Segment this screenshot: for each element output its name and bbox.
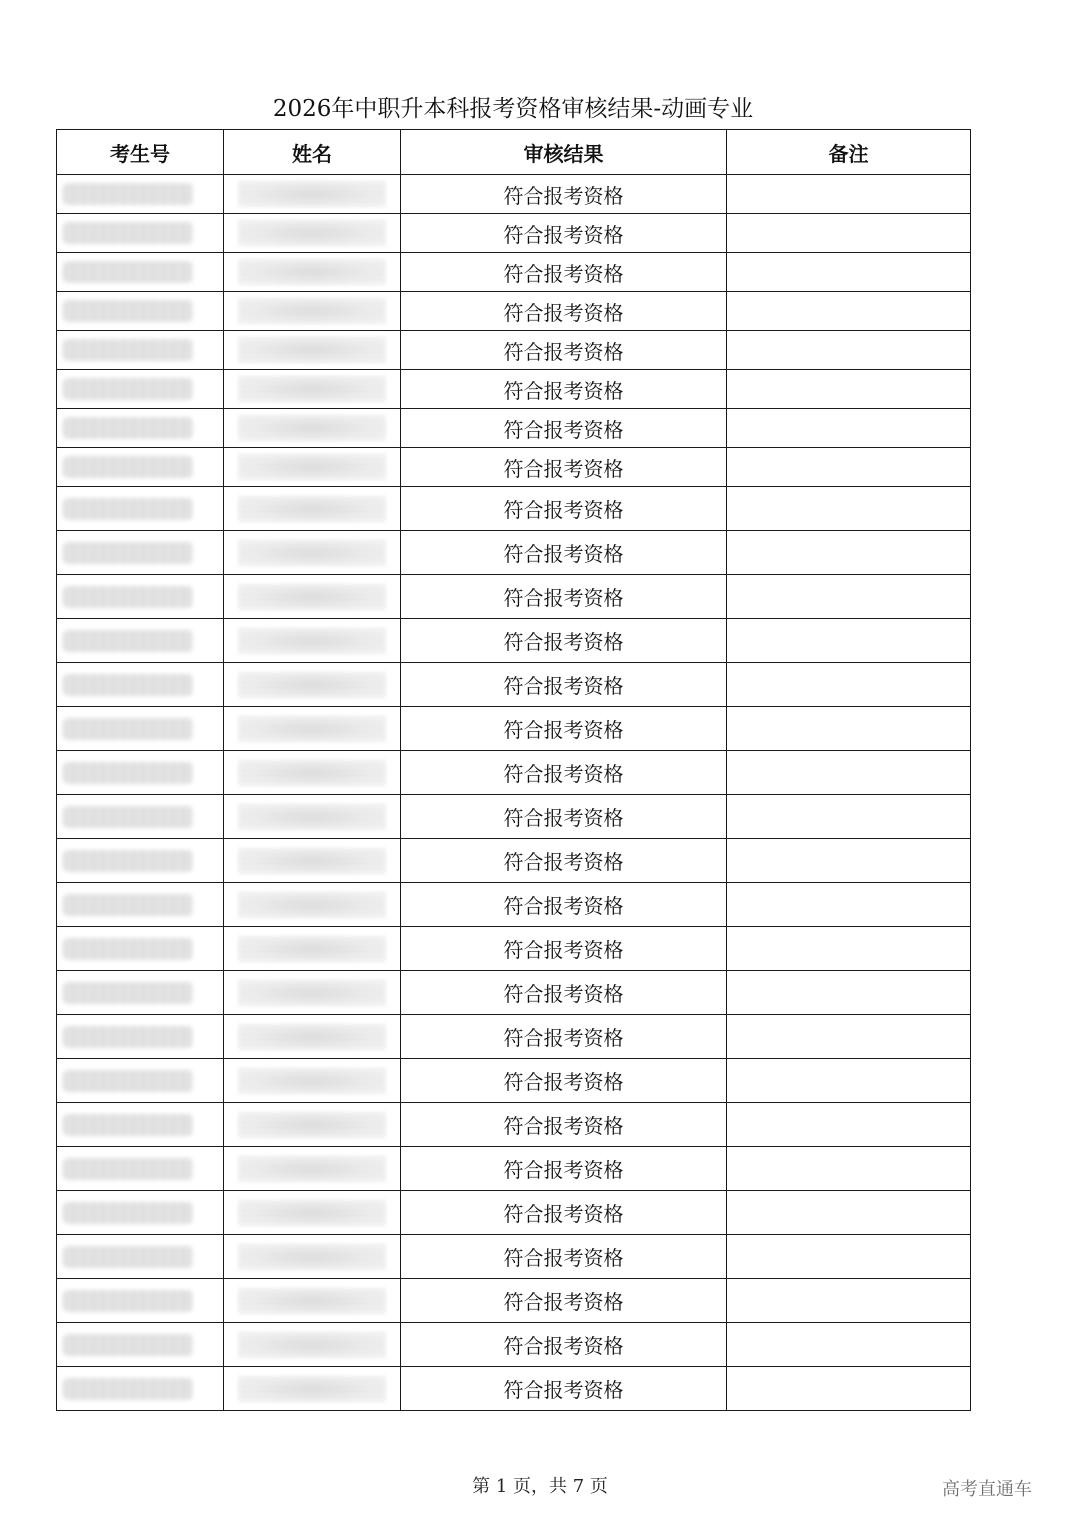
redacted-name bbox=[238, 980, 386, 1006]
exam-no-cell-redacted bbox=[57, 1015, 224, 1059]
redacted-name bbox=[238, 672, 386, 698]
table-row bbox=[57, 1015, 971, 1059]
table-row bbox=[57, 707, 971, 751]
exam-no-cell-redacted bbox=[57, 1367, 224, 1411]
name-cell-redacted bbox=[224, 663, 401, 707]
remark-cell bbox=[727, 292, 971, 331]
redacted-name bbox=[238, 1288, 386, 1314]
redacted-name bbox=[238, 628, 386, 654]
redacted-exam-no bbox=[63, 982, 193, 1004]
name-cell-redacted bbox=[224, 1191, 401, 1235]
remark-cell bbox=[727, 175, 971, 214]
remark-cell bbox=[727, 1235, 971, 1279]
name-cell-redacted bbox=[224, 751, 401, 795]
table-row bbox=[57, 1103, 971, 1147]
name-cell-redacted bbox=[224, 1147, 401, 1191]
header-row bbox=[57, 130, 971, 175]
redacted-exam-no bbox=[63, 498, 193, 520]
redacted-name bbox=[238, 1024, 386, 1050]
redacted-exam-no bbox=[63, 456, 193, 478]
remark-cell bbox=[727, 839, 971, 883]
remark-cell bbox=[727, 1147, 971, 1191]
result-cell: 符合报考资格 bbox=[401, 663, 727, 707]
remark-cell bbox=[727, 927, 971, 971]
table-row bbox=[57, 751, 971, 795]
exam-no-cell-redacted bbox=[57, 292, 224, 331]
name-cell-redacted bbox=[224, 1015, 401, 1059]
table-row bbox=[57, 575, 971, 619]
redacted-exam-no bbox=[63, 1290, 193, 1312]
redacted-exam-no bbox=[63, 806, 193, 828]
table-row bbox=[57, 253, 971, 292]
exam-no-cell-redacted bbox=[57, 448, 224, 487]
name-cell-redacted bbox=[224, 927, 401, 971]
result-cell: 符合报考资格 bbox=[401, 751, 727, 795]
exam-no-cell-redacted bbox=[57, 971, 224, 1015]
exam-no-cell-redacted bbox=[57, 1235, 224, 1279]
redacted-name bbox=[238, 454, 386, 480]
table-row bbox=[57, 971, 971, 1015]
redacted-name bbox=[238, 337, 386, 363]
result-cell: 符合报考资格 bbox=[401, 253, 727, 292]
page-number: 第 1 页，共 7 页 bbox=[472, 1476, 608, 1497]
table-row bbox=[57, 214, 971, 253]
exam-no-cell-redacted bbox=[57, 1191, 224, 1235]
redacted-exam-no bbox=[63, 417, 193, 439]
table-row bbox=[57, 292, 971, 331]
result-cell: 符合报考资格 bbox=[401, 1191, 727, 1235]
redacted-name bbox=[238, 220, 386, 246]
redacted-name bbox=[238, 1200, 386, 1226]
redacted-exam-no bbox=[63, 938, 193, 960]
result-cell: 符合报考资格 bbox=[401, 1323, 727, 1367]
remark-cell bbox=[727, 448, 971, 487]
exam-no-cell-redacted bbox=[57, 331, 224, 370]
table-row bbox=[57, 448, 971, 487]
table-row bbox=[57, 531, 971, 575]
redacted-exam-no bbox=[63, 183, 193, 205]
exam-no-cell-redacted bbox=[57, 751, 224, 795]
remark-cell bbox=[727, 1015, 971, 1059]
redacted-exam-no bbox=[63, 894, 193, 916]
table-row bbox=[57, 883, 971, 927]
name-cell-redacted bbox=[224, 214, 401, 253]
result-cell: 符合报考资格 bbox=[401, 1147, 727, 1191]
remark-cell bbox=[727, 619, 971, 663]
redacted-exam-no bbox=[63, 1070, 193, 1092]
table-row bbox=[57, 663, 971, 707]
result-cell: 符合报考资格 bbox=[401, 927, 727, 971]
table-row bbox=[57, 409, 971, 448]
redacted-name bbox=[238, 298, 386, 324]
name-cell-redacted bbox=[224, 448, 401, 487]
redacted-exam-no bbox=[63, 718, 193, 740]
redacted-name bbox=[238, 1244, 386, 1270]
redacted-name bbox=[238, 1332, 386, 1358]
name-cell-redacted bbox=[224, 253, 401, 292]
remark-cell bbox=[727, 795, 971, 839]
result-cell: 符合报考资格 bbox=[401, 795, 727, 839]
redacted-name bbox=[238, 1156, 386, 1182]
name-cell-redacted bbox=[224, 1323, 401, 1367]
name-cell-redacted bbox=[224, 531, 401, 575]
name-cell-redacted bbox=[224, 1059, 401, 1103]
redacted-name bbox=[238, 1068, 386, 1094]
name-cell-redacted bbox=[224, 707, 401, 751]
exam-no-cell-redacted bbox=[57, 795, 224, 839]
exam-no-cell-redacted bbox=[57, 531, 224, 575]
remark-cell bbox=[727, 531, 971, 575]
remark-cell bbox=[727, 1059, 971, 1103]
remark-cell bbox=[727, 253, 971, 292]
redacted-exam-no bbox=[63, 586, 193, 608]
result-cell: 符合报考资格 bbox=[401, 707, 727, 751]
table-row bbox=[57, 1147, 971, 1191]
redacted-name bbox=[238, 181, 386, 207]
column-header-name: 姓名 bbox=[224, 130, 401, 175]
result-cell: 符合报考资格 bbox=[401, 839, 727, 883]
exam-no-cell-redacted bbox=[57, 883, 224, 927]
result-cell: 符合报考资格 bbox=[401, 1015, 727, 1059]
redacted-exam-no bbox=[63, 762, 193, 784]
exam-no-cell-redacted bbox=[57, 707, 224, 751]
exam-no-cell-redacted bbox=[57, 619, 224, 663]
redacted-exam-no bbox=[63, 261, 193, 283]
redacted-exam-no bbox=[63, 222, 193, 244]
name-cell-redacted bbox=[224, 331, 401, 370]
remark-cell bbox=[727, 487, 971, 531]
name-cell-redacted bbox=[224, 292, 401, 331]
table-row bbox=[57, 839, 971, 883]
redacted-name bbox=[238, 540, 386, 566]
exam-no-cell-redacted bbox=[57, 487, 224, 531]
remark-cell bbox=[727, 883, 971, 927]
redacted-exam-no bbox=[63, 1026, 193, 1048]
result-cell: 符合报考资格 bbox=[401, 1235, 727, 1279]
exam-no-cell-redacted bbox=[57, 1323, 224, 1367]
remark-cell bbox=[727, 971, 971, 1015]
exam-no-cell-redacted bbox=[57, 409, 224, 448]
name-cell-redacted bbox=[224, 795, 401, 839]
page-title: 2026年中职升本科报考资格审核结果-动画专业 bbox=[272, 96, 754, 122]
redacted-exam-no bbox=[63, 378, 193, 400]
result-cell: 符合报考资格 bbox=[401, 448, 727, 487]
table-row bbox=[57, 175, 971, 214]
table-row bbox=[57, 370, 971, 409]
name-cell-redacted bbox=[224, 883, 401, 927]
remark-cell bbox=[727, 370, 971, 409]
result-cell: 符合报考资格 bbox=[401, 175, 727, 214]
exam-no-cell-redacted bbox=[57, 370, 224, 409]
remark-cell bbox=[727, 1191, 971, 1235]
redacted-exam-no bbox=[63, 542, 193, 564]
remark-cell bbox=[727, 1323, 971, 1367]
result-cell: 符合报考资格 bbox=[401, 531, 727, 575]
table-row bbox=[57, 1235, 971, 1279]
name-cell-redacted bbox=[224, 619, 401, 663]
redacted-name bbox=[238, 1376, 386, 1402]
name-cell-redacted bbox=[224, 1279, 401, 1323]
exam-no-cell-redacted bbox=[57, 927, 224, 971]
table-row bbox=[57, 487, 971, 531]
redacted-exam-no bbox=[63, 1378, 193, 1400]
table-row bbox=[57, 1279, 971, 1323]
remark-cell bbox=[727, 331, 971, 370]
redacted-exam-no bbox=[63, 339, 193, 361]
exam-no-cell-redacted bbox=[57, 253, 224, 292]
table-row bbox=[57, 1059, 971, 1103]
redacted-name bbox=[238, 496, 386, 522]
redacted-name bbox=[238, 1112, 386, 1138]
remark-cell bbox=[727, 1367, 971, 1411]
remark-cell bbox=[727, 409, 971, 448]
result-cell: 符合报考资格 bbox=[401, 1367, 727, 1411]
name-cell-redacted bbox=[224, 1103, 401, 1147]
redacted-exam-no bbox=[63, 674, 193, 696]
redacted-exam-no bbox=[63, 1158, 193, 1180]
redacted-exam-no bbox=[63, 630, 193, 652]
redacted-name bbox=[238, 716, 386, 742]
redacted-exam-no bbox=[63, 300, 193, 322]
name-cell-redacted bbox=[224, 175, 401, 214]
exam-no-cell-redacted bbox=[57, 839, 224, 883]
column-header-remark: 备注 bbox=[727, 130, 971, 175]
redacted-name bbox=[238, 415, 386, 441]
redacted-name bbox=[238, 804, 386, 830]
table-row bbox=[57, 1191, 971, 1235]
exam-no-cell-redacted bbox=[57, 663, 224, 707]
exam-no-cell-redacted bbox=[57, 1103, 224, 1147]
result-cell: 符合报考资格 bbox=[401, 214, 727, 253]
redacted-exam-no bbox=[63, 1246, 193, 1268]
remark-cell bbox=[727, 663, 971, 707]
redacted-name bbox=[238, 760, 386, 786]
redacted-name bbox=[238, 259, 386, 285]
result-cell: 符合报考资格 bbox=[401, 1059, 727, 1103]
redacted-name bbox=[238, 848, 386, 874]
name-cell-redacted bbox=[224, 1235, 401, 1279]
exam-no-cell-redacted bbox=[57, 214, 224, 253]
redacted-name bbox=[238, 892, 386, 918]
remark-cell bbox=[727, 751, 971, 795]
result-cell: 符合报考资格 bbox=[401, 1103, 727, 1147]
remark-cell bbox=[727, 1103, 971, 1147]
exam-no-cell-redacted bbox=[57, 1059, 224, 1103]
name-cell-redacted bbox=[224, 1367, 401, 1411]
result-cell: 符合报考资格 bbox=[401, 370, 727, 409]
table-row bbox=[57, 1323, 971, 1367]
result-cell: 符合报考资格 bbox=[401, 487, 727, 531]
table-row bbox=[57, 1367, 971, 1411]
redacted-name bbox=[238, 376, 386, 402]
remark-cell bbox=[727, 707, 971, 751]
remark-cell bbox=[727, 214, 971, 253]
table-row bbox=[57, 927, 971, 971]
result-cell: 符合报考资格 bbox=[401, 1279, 727, 1323]
redacted-name bbox=[238, 936, 386, 962]
remark-cell bbox=[727, 575, 971, 619]
remark-cell bbox=[727, 1279, 971, 1323]
redacted-exam-no bbox=[63, 1202, 193, 1224]
watermark-logo: 高考直通车 bbox=[942, 1479, 1032, 1500]
name-cell-redacted bbox=[224, 971, 401, 1015]
result-cell: 符合报考资格 bbox=[401, 331, 727, 370]
results-table-body bbox=[57, 175, 971, 1411]
redacted-exam-no bbox=[63, 850, 193, 872]
result-cell: 符合报考资格 bbox=[401, 883, 727, 927]
result-cell: 符合报考资格 bbox=[401, 292, 727, 331]
exam-no-cell-redacted bbox=[57, 1147, 224, 1191]
result-cell: 符合报考资格 bbox=[401, 409, 727, 448]
redacted-name bbox=[238, 584, 386, 610]
name-cell-redacted bbox=[224, 370, 401, 409]
exam-no-cell-redacted bbox=[57, 575, 224, 619]
table-row bbox=[57, 795, 971, 839]
result-cell: 符合报考资格 bbox=[401, 619, 727, 663]
name-cell-redacted bbox=[224, 575, 401, 619]
exam-no-cell-redacted bbox=[57, 175, 224, 214]
redacted-exam-no bbox=[63, 1334, 193, 1356]
column-header-result: 审核结果 bbox=[401, 130, 727, 175]
results-table bbox=[56, 129, 971, 1411]
name-cell-redacted bbox=[224, 409, 401, 448]
name-cell-redacted bbox=[224, 839, 401, 883]
name-cell-redacted bbox=[224, 487, 401, 531]
table-row bbox=[57, 619, 971, 663]
exam-no-cell-redacted bbox=[57, 1279, 224, 1323]
column-header-exam-no: 考生号 bbox=[57, 130, 224, 175]
table-row bbox=[57, 331, 971, 370]
result-cell: 符合报考资格 bbox=[401, 971, 727, 1015]
redacted-exam-no bbox=[63, 1114, 193, 1136]
result-cell: 符合报考资格 bbox=[401, 575, 727, 619]
